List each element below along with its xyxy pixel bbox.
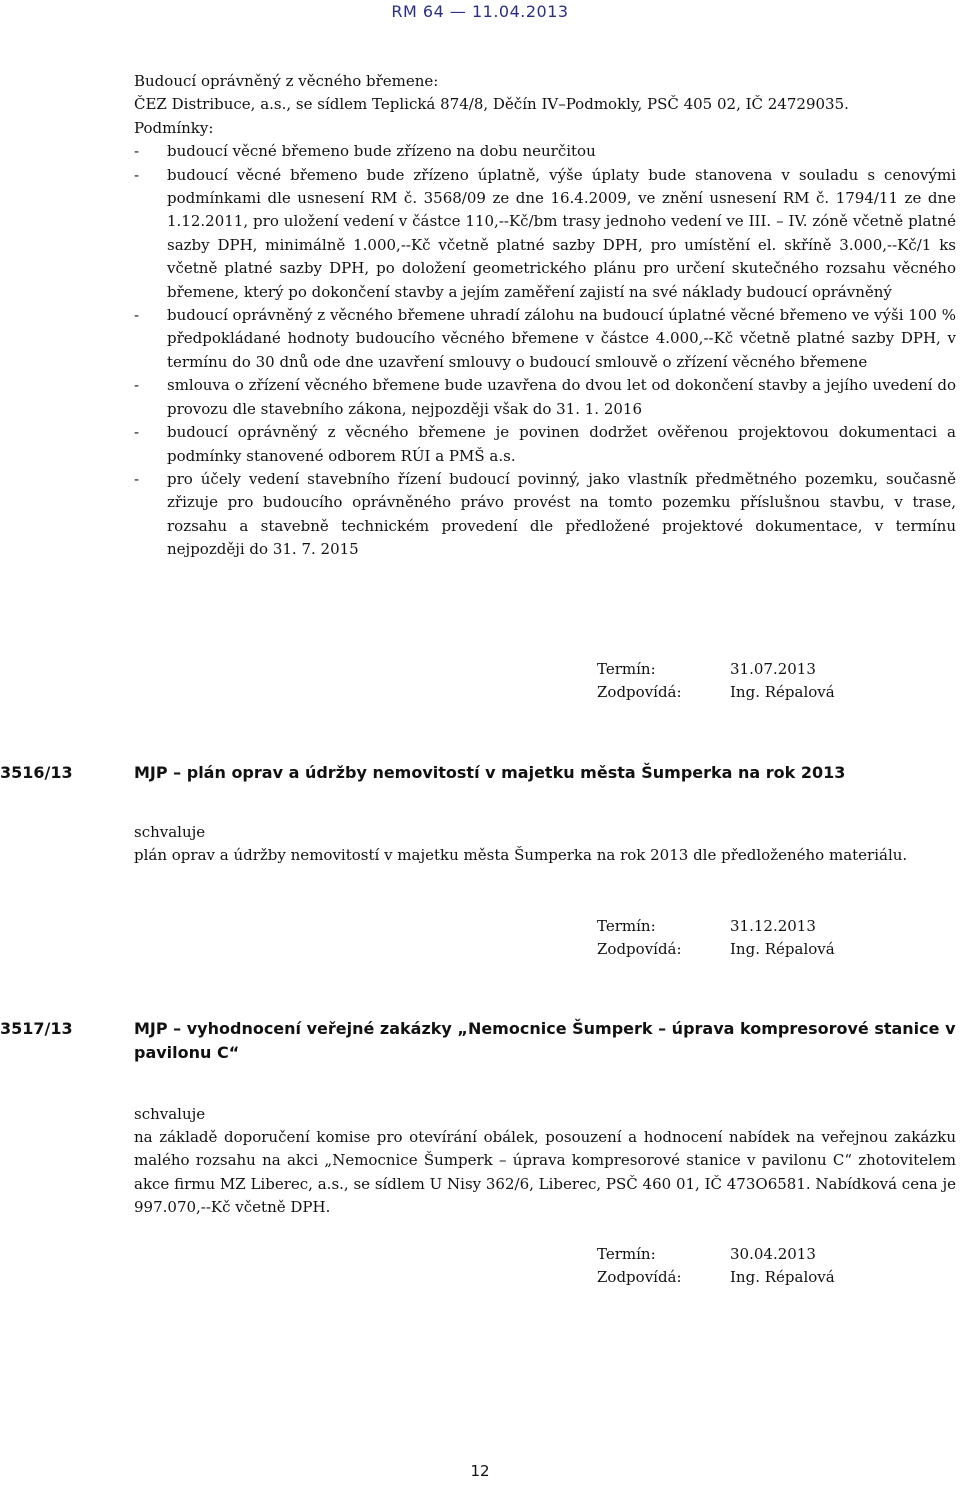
conditions-label: Podmínky: <box>134 118 214 137</box>
responsible-label: Zodpovídá: <box>597 1268 682 1286</box>
conditions-list <box>134 140 956 561</box>
condition-item: - budoucí oprávněný z věcného břemene je povinen dodržet ověřenou projektovou dokumentaci a podmínky stanovené odborem RÚI a PMŠ a.s. <box>134 421 956 468</box>
condition-item: - budoucí oprávněný z věcného břemene uhradí zálohu na budoucí úplatné věcné břemeno ve výši 100 % předpokládané hodnoty budoucího věcného břemene v částce 4.000,--Kč včetně platné sazby DPH, v termínu do 30 dnů ode dne uzavření smlouvy o budoucí smlouvě o zřízení věcného břemene <box>134 304 956 374</box>
responsible-value: Ing. Répalová <box>730 1268 835 1286</box>
term-value: 31.12.2013 <box>730 917 816 935</box>
resolution-body <box>134 821 956 867</box>
beneficiary-label: Budoucí oprávněný z věcného břemene: <box>134 72 439 90</box>
responsible-label: Zodpovídá: <box>597 683 682 701</box>
page-number: 12 <box>470 1462 490 1480</box>
term-label: Termín: <box>597 1245 656 1263</box>
term-value: 30.04.2013 <box>730 1245 816 1263</box>
resolution-number: 3517/13 <box>0 1019 73 1038</box>
resolution-title: MJP – plán oprav a údržby nemovitostí v majetku města Šumperka na rok 2013 <box>134 763 846 782</box>
resolution-text: plán oprav a údržby nemovitostí v majetku města Šumperka na rok 2013 dle předloženého materiálu. <box>134 846 908 864</box>
running-header: RM 64 — 11.04.2013 <box>391 2 569 21</box>
resolution-number: 3516/13 <box>0 763 73 782</box>
term-value: 31.07.2013 <box>730 660 816 678</box>
responsible-label: Zodpovídá: <box>597 940 682 958</box>
term-label: Termín: <box>597 660 656 678</box>
beneficiary-text: ČEZ Distribuce, a.s., se sídlem Teplická 874/8, Děčín IV–Podmokly, PSČ 405 02, IČ 24729035. <box>134 95 849 114</box>
intro-section <box>134 70 956 562</box>
condition-item: - pro účely vedení stavebního řízení budoucí povinný, jako vlastník předmětného pozemku, současně zřizuje pro budoucího oprávněného právo provést na tomto pozemku příslušnou stavbu, v trase, rozsahu a stavebně technickém provedení dle předložené projektové dokumentace, v termínu nejpozději do 31. 7. 2015 <box>134 468 956 562</box>
condition-item: - budoucí věcné břemeno bude zřízeno na dobu neurčitou <box>134 140 956 163</box>
responsible-value: Ing. Répalová <box>730 683 835 701</box>
resolution-verb: schvaluje <box>134 823 206 841</box>
responsible-value: Ing. Répalová <box>730 940 835 958</box>
intro-deadline <box>597 658 835 704</box>
condition-item: - smlouva o zřízení věcného břemene bude uzavřena do dvou let od dokončení stavby a jejího uvedení do provozu dle stavebního zákona, nejpozději však do 31. 1. 2016 <box>134 374 956 421</box>
condition-item: - budoucí věcné břemeno bude zřízeno úplatně, výše úplaty bude stanovena v souladu s cenovými podmínkami dle usnesení RM č. 3568/09 ze dne 16.4.2009, ve znění usnesení RM č. 1794/11 ze dne 1.12.2011, pro uložení vedení v částce 110,--Kč/bm trasy jednoho vedení ve III. – IV. zóně včetně platné sazby DPH, minimálně 1.000,--Kč včetně platné sazby DPH, pro umístění el. skříně 3.000,--Kč/1 ks včetně platné sazby DPH, po doložení geometrického plánu pro určení skutečného rozsahu věcného břemene, který po dokončení stavby a jejím zaměření zajistí na své náklady budoucí oprávněný <box>134 164 956 304</box>
resolution-body <box>134 1103 956 1220</box>
resolution-text: na základě doporučení komise pro otevírání obálek, posouzení a hodnocení nabídek na veřejnou zakázku malého rozsahu na akci „Nemocnice Šumperk – úprava kompresorové stanice v pavilonu C“ zhotovitelem akce firmu MZ Liberec, a.s., se sídlem U Nisy 362/6, Liberec, PSČ 460 01, IČ 473O6581. Nabídková cena je 997.070,--Kč včetně DPH. <box>134 1128 956 1217</box>
term-label: Termín: <box>597 917 656 935</box>
resolution-title: MJP – vyhodnocení veřejné zakázky „Nemocnice Šumperk – úprava kompresorové stanice v pavilonu C“ <box>134 1019 956 1062</box>
resolution-deadline <box>597 915 835 961</box>
resolution-verb: schvaluje <box>134 1105 206 1123</box>
resolution-deadline <box>597 1243 835 1289</box>
